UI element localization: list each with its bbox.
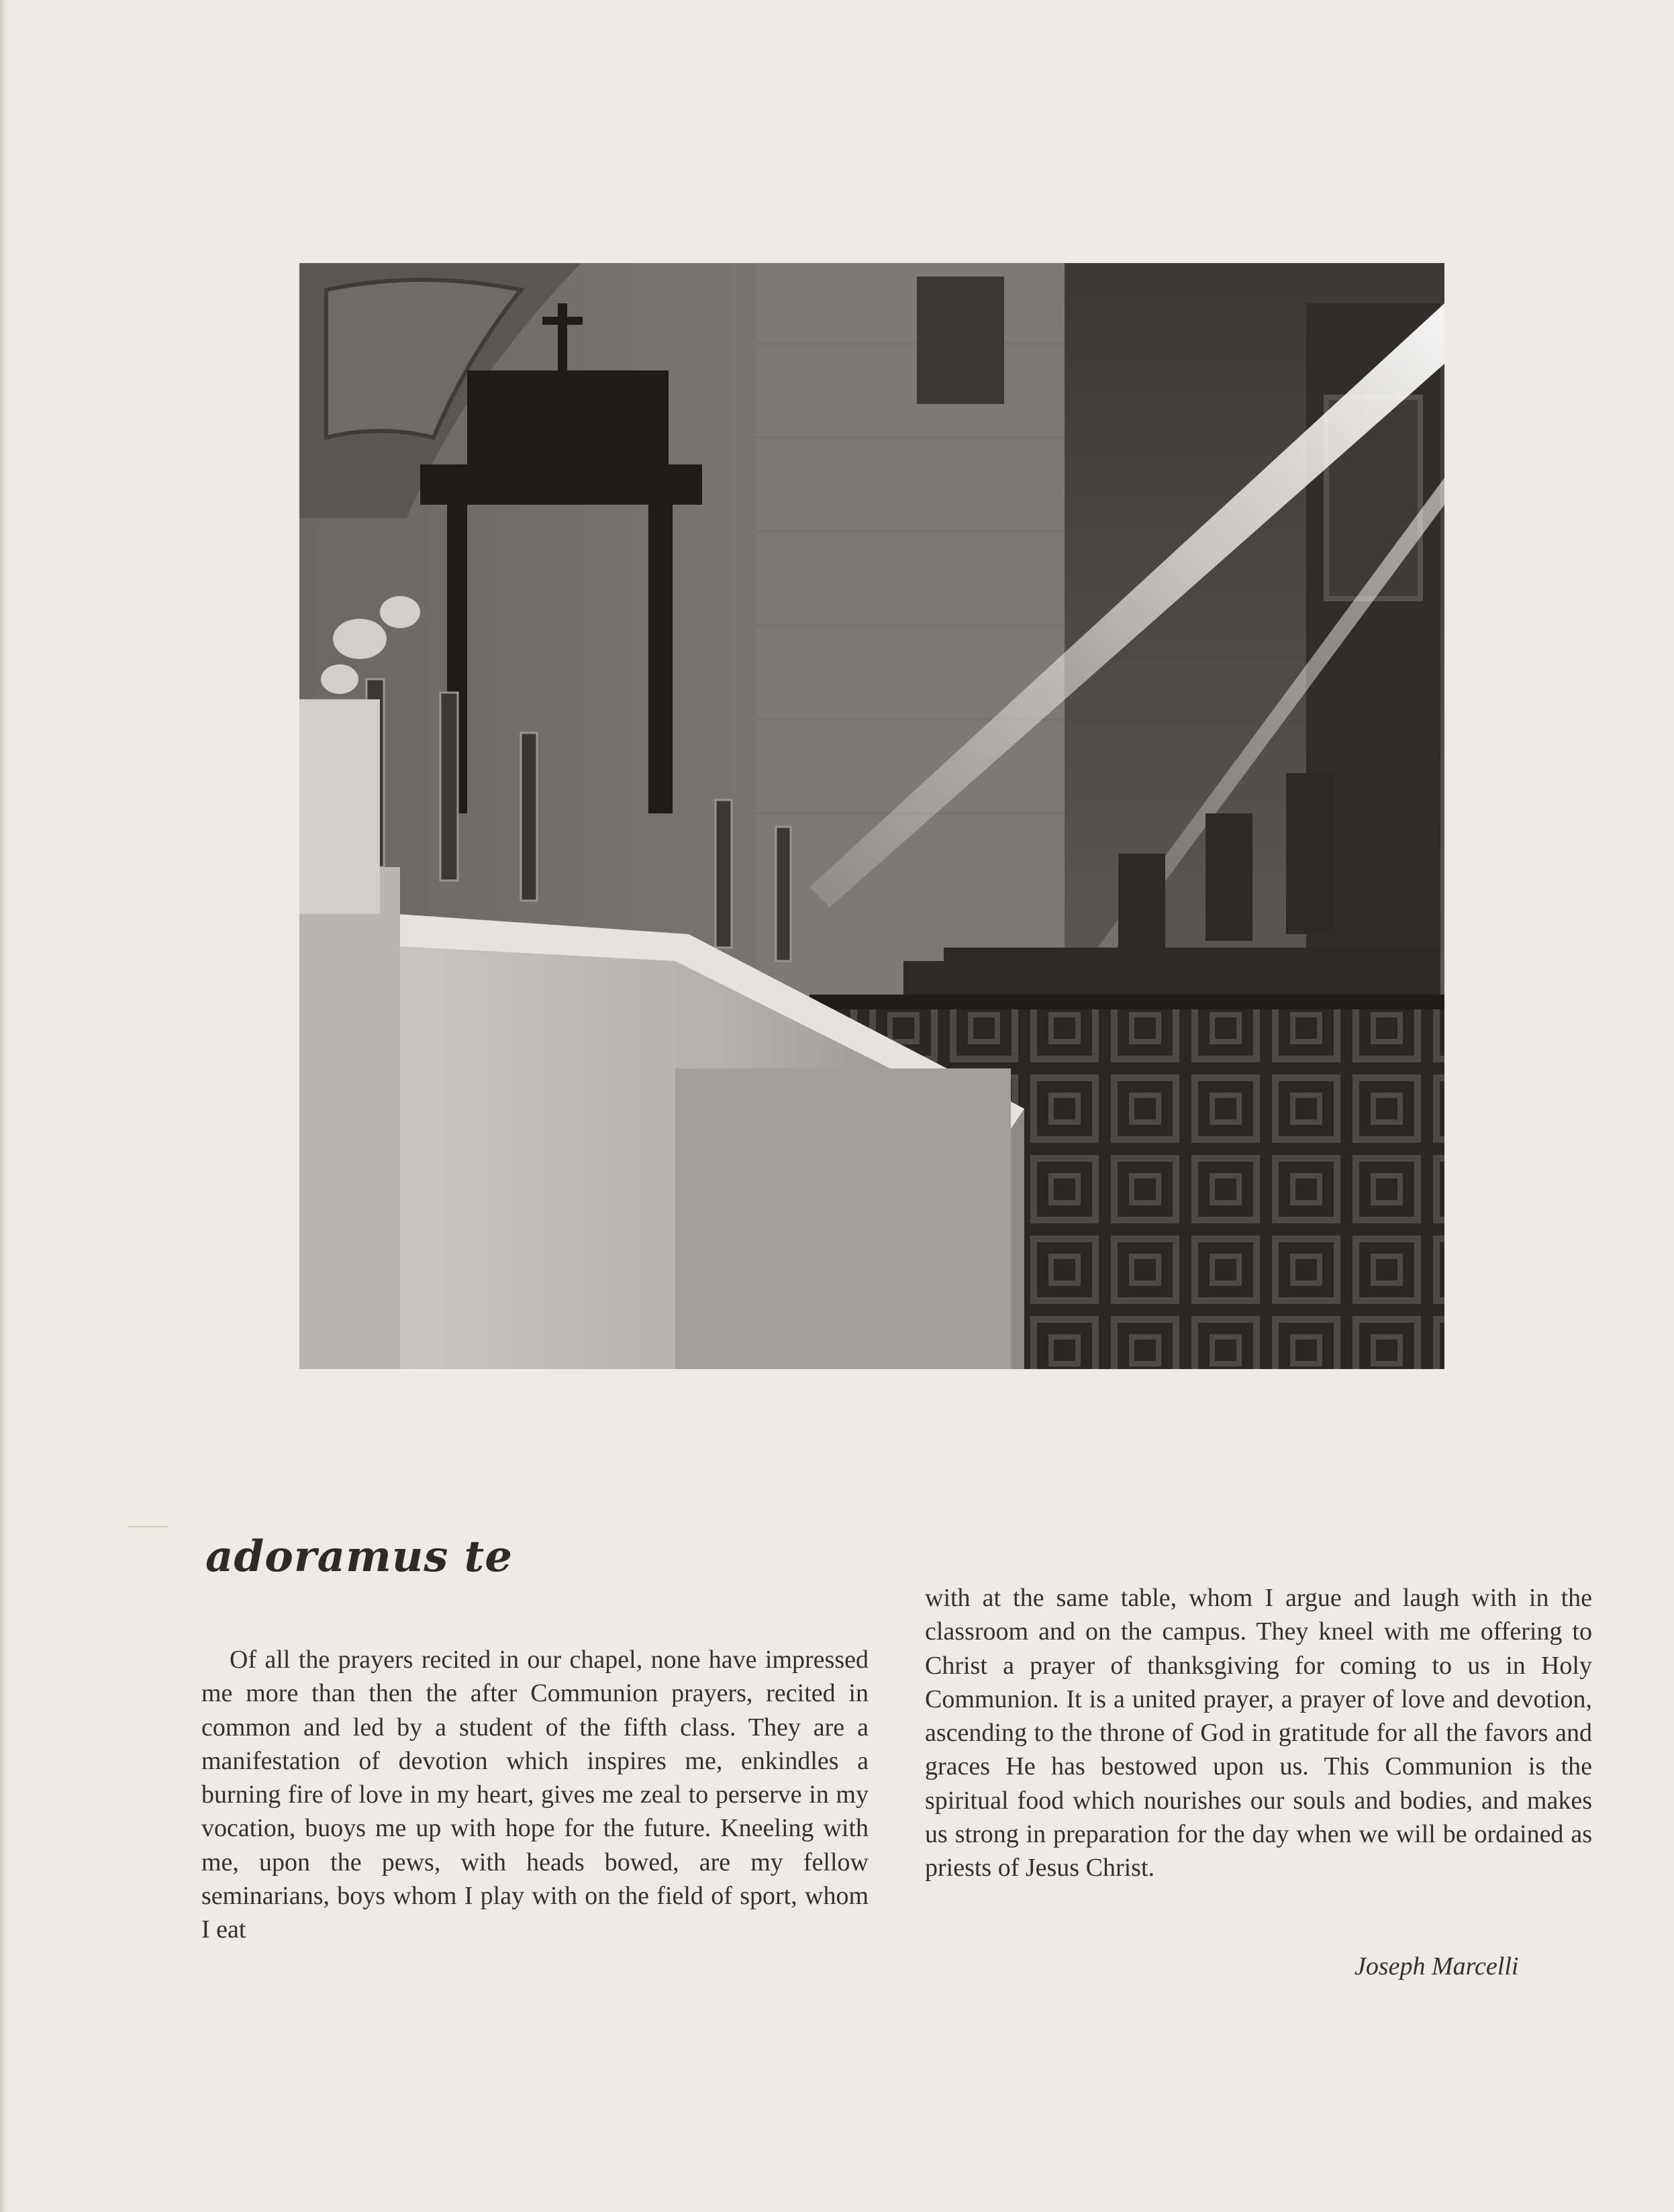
page-edge [0,0,7,2212]
author-signature: Joseph Marcelli [1355,1952,1519,1980]
margin-mark [128,1526,168,1527]
article-column-right: with at the same table, whom I argue and laugh with in the classroom and on the campus. They kneel with me offering to Christ a prayer of thanksgiving for coming to us in Holy Communion. It is a united prayer, a prayer of love and devotion, ascending to the throne of God in gratitude for all the favors and graces He has bestowed upon us. This Communion is the spiritual food which nourishes our souls and bodies, and makes us strong in preparation for the day when we will be ordained as priests of Jesus Christ. [925,1584,1592,1882]
article-title: adoramus te [205,1531,513,1582]
chapel-altar-photograph [299,263,1444,1369]
article-column-left: Of all the prayers recited in our chapel, none have impressed me more than then the after Communion prayers, recited in common and led by a student of the fifth class. They are a manifestation of devotion which inspires me, enkindles a burning fire of love in my heart, gives me zeal to perserve in my vocation, buoys me up with hope for the future. Kneeling with me, upon the pews, with heads bowed, are my fellow seminarians, boys whom I play with on the field of sport, whom I eat [201,1646,869,1944]
